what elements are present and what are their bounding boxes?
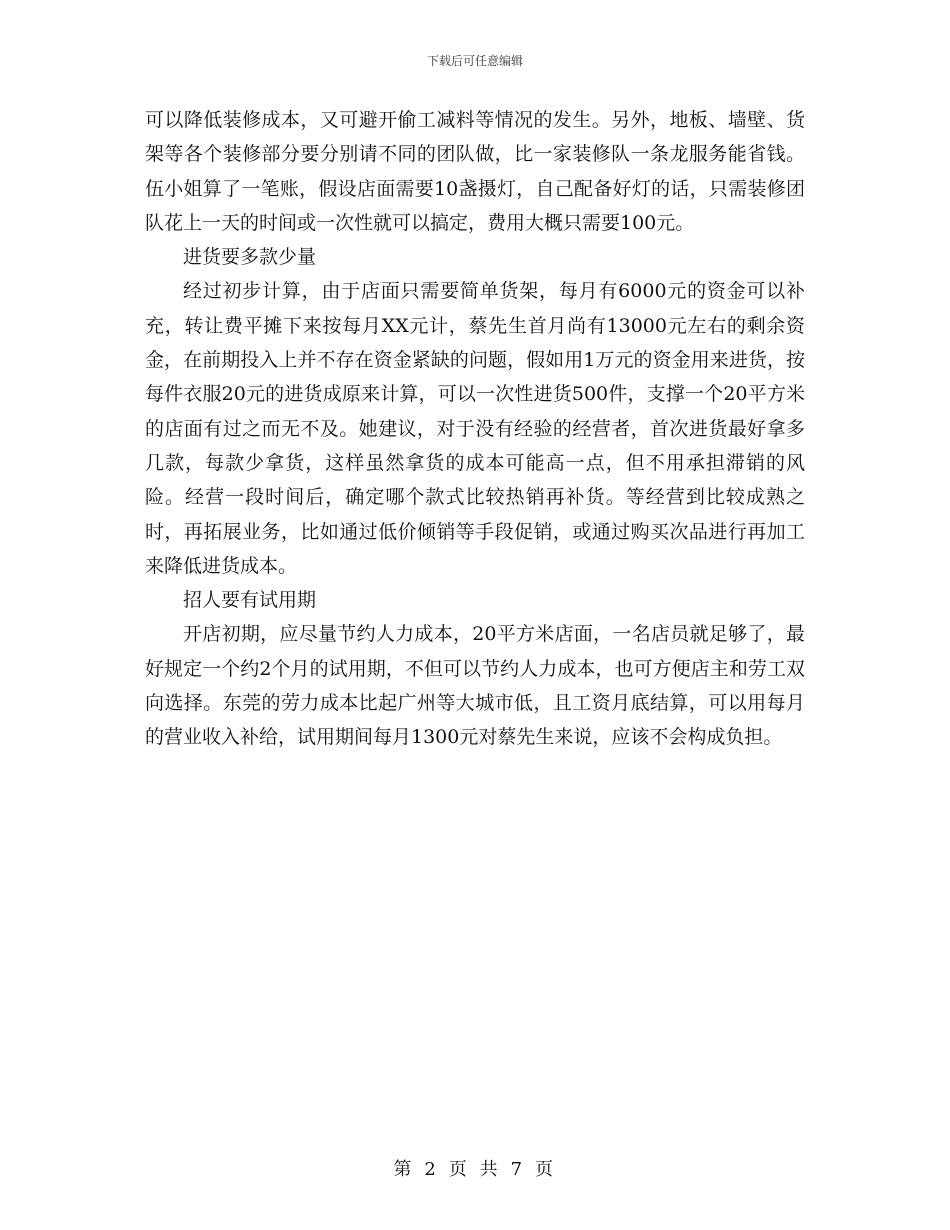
page-number-footer: 第 2 页 共 7 页	[393, 1159, 557, 1180]
paragraph-hiring: 开店初期，应尽量节约人力成本，20平方米店面，一名店员就足够了，最好规定一个约2个月的试用期，不但可以节约人力成本，也可方便店主和劳工双向选择。东莞的劳力成本比起广州等大城市低，且工资月底结算，可以用每月的营业收入补给，试用期间每月1300元对蔡先生来说，应该不会构成负担。	[145, 623, 805, 749]
paragraph-renovation-cost: 可以降低装修成本，又可避开偷工减料等情况的发生。另外，地板、墙壁、货架等各个装修部分要分别请不同的团队做，比一家装修队一条龙服务能省钱。伍小姐算了一笔账，假设店面需要10盏摄灯，自己配备好灯的话，只需装修团队花上一天的时间或一次性就可以搞定，费用大概只需要100元。	[145, 109, 805, 234]
section-heading-stocking: 进货要多款少量	[183, 246, 317, 269]
header-note: 下载后可任意编辑	[426, 54, 523, 68]
paragraph-stocking: 经过初步计算，由于店面只需要简单货架，每月有6000元的资金可以补充，转让费平摊下来按每月XX元计，蔡先生首月尚有13000元左右的剩余资金，在前期投入上并不存在资金紧缺的问题，假如用1万元的资金用来进货，按每件衣服20元的进货成原来计算，可以一次性进货500件，支撑一个20平方米的店面有过之而无不及。她建议，对于没有经验的经营者，首次进货最好拿多几款，每款少拿货，这样虽然拿货的成本可能高一点，但不用承担滞销的风险。经营一段时间后，确定哪个款式比较热销再补货。等经营到比较成熟之时，再拓展业务，比如通过低价倾销等手段促销，或通过购买次品进行再加工来降低进货成本。	[145, 280, 805, 577]
section-heading-hiring: 招人要有试用期	[183, 589, 317, 612]
document-body	[145, 103, 805, 755]
